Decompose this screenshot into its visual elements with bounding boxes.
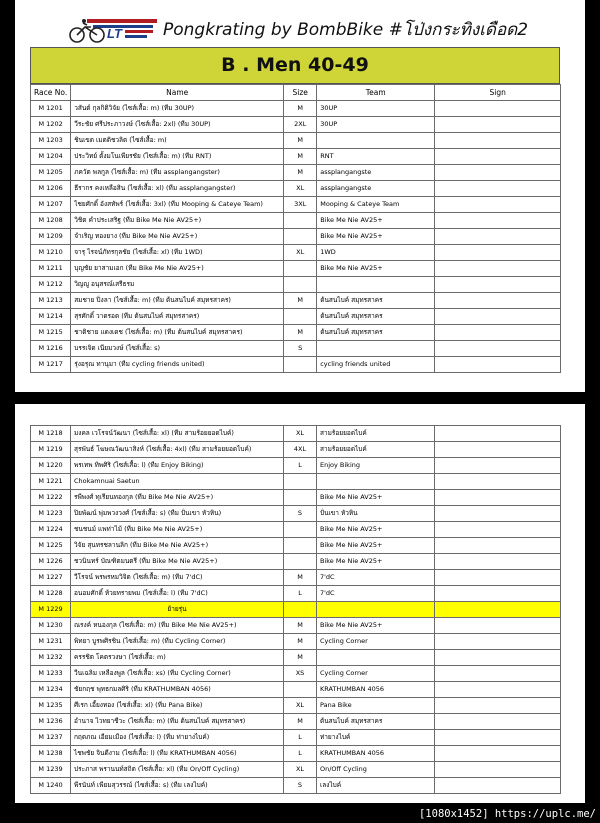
race-number-cell: M 1238: [31, 746, 71, 762]
race-number-cell: M 1206: [31, 181, 71, 197]
team-cell: Pana Bike: [317, 698, 435, 714]
sign-cell: [435, 341, 561, 357]
shirt-size-cell: XL: [284, 245, 317, 261]
rider-name-cell: ศีเรก เอี้ยงทอง (ไซส์เสื้อ: xl) (ทีม Pana Bike): [71, 698, 284, 714]
rider-name-cell: ประภาส พรานนท์สถิต (ไซส์เสื้อ: xl) (ทีม On/Off Cycling): [71, 762, 284, 778]
team-cell: 7'dC: [317, 570, 435, 586]
sign-cell: [435, 506, 561, 522]
race-number-cell: M 1210: [31, 245, 71, 261]
team-cell: assplangangste: [317, 181, 435, 197]
table-row: [31, 357, 561, 373]
race-number-cell: M 1232: [31, 650, 71, 666]
team-cell: Cycling Corner: [317, 666, 435, 682]
table-row: [31, 261, 561, 277]
sign-cell: [435, 245, 561, 261]
table-row: [31, 101, 561, 117]
shirt-size-cell: [284, 357, 317, 373]
race-number-cell: M 1211: [31, 261, 71, 277]
rider-name-cell: พีรนันท์ เพียมสุวรรณ์ (ไซส์เสื้อ: s) (ทีม เลงไบค์): [71, 778, 284, 794]
team-cell: Bike Me Nie AV25+: [317, 261, 435, 277]
shirt-size-cell: [284, 213, 317, 229]
sign-cell: [435, 778, 561, 794]
sign-cell: [435, 277, 561, 293]
table-row: [31, 554, 561, 570]
table-row: [31, 762, 561, 778]
table-row: [31, 117, 561, 133]
team-cell: [317, 277, 435, 293]
page-title: Pongkrating by BombBike #โป่งกระทิงเดือด2: [163, 20, 529, 40]
sign-cell: [435, 309, 561, 325]
shirt-size-cell: 4XL: [284, 442, 317, 458]
team-cell: Bike Me Nie AV25+: [317, 213, 435, 229]
team-cell: Bike Me Nie AV25+: [317, 522, 435, 538]
rider-name-cell: ชัยกฤช พุทธกมลศิริ (ทีม KRATHUMBAN 4056): [71, 682, 284, 698]
rider-name-cell: ชนชนม์ แพท่าไม้ (ทีม Bike Me Nie AV25+): [71, 522, 284, 538]
team-cell: RNT: [317, 149, 435, 165]
shirt-size-cell: [284, 309, 317, 325]
rider-name-cell: ชวนินทร์ บัณฑิตมนตรี (ทีม Bike Me Nie AV25+): [71, 554, 284, 570]
table-row: [31, 666, 561, 682]
category-banner: B . Men 40-49: [30, 47, 560, 84]
table-row: [31, 618, 561, 634]
shirt-size-cell: 3XL: [284, 197, 317, 213]
race-number-cell: M 1217: [31, 357, 71, 373]
race-number-cell: M 1221: [31, 474, 71, 490]
rider-name-cell: วิจัย สุนทรชลานลิก (ทีม Bike Me Nie AV25+): [71, 538, 284, 554]
table-row: [31, 325, 561, 341]
table-row: [31, 714, 561, 730]
team-cell: cycling friends united: [317, 357, 435, 373]
race-number-cell: M 1223: [31, 506, 71, 522]
team-cell: เลงไบค์: [317, 778, 435, 794]
team-cell: ปั่นเขา หัวหิน: [317, 506, 435, 522]
sign-cell: [435, 730, 561, 746]
shirt-size-cell: L: [284, 586, 317, 602]
table-row: [31, 442, 561, 458]
table-row: [31, 778, 561, 794]
rider-name-cell: อนอมศักดิ์ ห้วยทรายพม (ไซส์เสื้อ: l) (ทีม 7'dC): [71, 586, 284, 602]
shirt-size-cell: M: [284, 618, 317, 634]
shirt-size-cell: S: [284, 341, 317, 357]
shirt-size-cell: M: [284, 634, 317, 650]
sheet-page-1: [15, 0, 585, 392]
rider-name-cell: ไชพชัย จินดีงาม (ไซส์เสื้อ: l) (ทีม KRATHUMBAN 4056): [71, 746, 284, 762]
sign-cell: [435, 458, 561, 474]
shirt-size-cell: M: [284, 165, 317, 181]
svg-text:LT: LT: [107, 26, 122, 41]
table-row: [31, 293, 561, 309]
rider-name-cell: รุ่งอรุณ ทานุมา (ทีม cycling friends united): [71, 357, 284, 373]
sheet-header: [15, 12, 585, 46]
rider-name-cell: ภควัต พลกูล (ไซส์เสื้อ: m) (ทีม assplangangster): [71, 165, 284, 181]
shirt-size-cell: [284, 277, 317, 293]
rider-name-cell: มงคล เวโรจน์วัฒนา (ไซส์เสื้อ: xl) (ทีม สามร้อยยอดไบค์): [71, 426, 284, 442]
sign-cell: [435, 197, 561, 213]
sign-cell: [435, 634, 561, 650]
sign-cell: [435, 762, 561, 778]
table-header-row: [31, 85, 561, 101]
table-row: [31, 213, 561, 229]
rider-name-cell: ประวิทย์ ตั้งมโนเพียรชัย (ไซส์เสื้อ: m) (ทีม RNT): [71, 149, 284, 165]
team-cell: 1WD: [317, 245, 435, 261]
table-row: [31, 149, 561, 165]
team-cell: ต้นสนไบค์ สมุทรสาคร: [317, 325, 435, 341]
table-row: [31, 682, 561, 698]
sign-cell: [435, 554, 561, 570]
shirt-size-cell: L: [284, 746, 317, 762]
race-number-cell: M 1240: [31, 778, 71, 794]
shirt-size-cell: M: [284, 293, 317, 309]
shirt-size-cell: M: [284, 650, 317, 666]
rider-name-cell: วีนเฉลิม เหลืองพูล (ไซส์เสื้อ: xs) (ทีม Cycling Corner): [71, 666, 284, 682]
team-cell: Bike Me Nie AV25+: [317, 229, 435, 245]
sign-cell: [435, 426, 561, 442]
race-number-cell: M 1212: [31, 277, 71, 293]
header-name: Name: [71, 85, 284, 101]
team-cell: Mooping & Cateye Team: [317, 197, 435, 213]
team-cell: Bike Me Nie AV25+: [317, 618, 435, 634]
sign-cell: [435, 442, 561, 458]
table-row: [31, 570, 561, 586]
team-cell: 30UP: [317, 101, 435, 117]
rider-name-cell: จารุ ไรจน์ภัทรกุลชัย (ไซส์เสื้อ: xl) (ทีม 1WD): [71, 245, 284, 261]
table-row: [31, 277, 561, 293]
sign-cell: [435, 101, 561, 117]
watermark: [1080x1452] https://uplc.me/: [418, 808, 596, 820]
sign-cell: [435, 149, 561, 165]
header-sign: Sign: [435, 85, 561, 101]
table-row: [31, 309, 561, 325]
team-cell: [317, 133, 435, 149]
rider-name-cell: จำเริญ ทองยาง (ทีม Bike Me Nie AV25+): [71, 229, 284, 245]
entry-table-1: [30, 84, 561, 373]
table-row: [31, 506, 561, 522]
header-team: Team: [317, 85, 435, 101]
team-cell: สามร้อยยอดไบค์: [317, 426, 435, 442]
table-row: [31, 746, 561, 762]
rider-name-cell: สุรศักดิ์ วาดรอด (ทีม ต้นสนไบค์ สมุทรสาคร): [71, 309, 284, 325]
table-row: [31, 538, 561, 554]
team-cell: Cycling Corner: [317, 634, 435, 650]
sign-cell: [435, 325, 561, 341]
sign-cell: [435, 538, 561, 554]
team-cell: ต้นสนไบค์ สมุทรสาคร: [317, 714, 435, 730]
shirt-size-cell: L: [284, 458, 317, 474]
team-cell: On/Off Cycling: [317, 762, 435, 778]
shirt-size-cell: [284, 490, 317, 506]
team-cell: Bike Me Nie AV25+: [317, 490, 435, 506]
sign-cell: [435, 746, 561, 762]
team-cell: [317, 474, 435, 490]
table-row: [31, 730, 561, 746]
race-number-cell: M 1202: [31, 117, 71, 133]
sign-cell: [435, 666, 561, 682]
race-number-cell: M 1208: [31, 213, 71, 229]
team-cell: Bike Me Nie AV25+: [317, 538, 435, 554]
shirt-size-cell: [284, 602, 317, 618]
race-number-cell: M 1230: [31, 618, 71, 634]
table-row: [31, 197, 561, 213]
race-number-cell: M 1215: [31, 325, 71, 341]
shirt-size-cell: M: [284, 133, 317, 149]
sign-cell: [435, 570, 561, 586]
race-number-cell: M 1239: [31, 762, 71, 778]
shirt-size-cell: [284, 522, 317, 538]
rider-name-cell: ครรชิต โคตรวงษา (ไซส์เสื้อ: m): [71, 650, 284, 666]
race-number-cell: M 1227: [31, 570, 71, 586]
table-row: [31, 522, 561, 538]
table-row: [31, 426, 561, 442]
table-row: [31, 490, 561, 506]
sign-cell: [435, 618, 561, 634]
shirt-size-cell: S: [284, 778, 317, 794]
sign-cell: [435, 474, 561, 490]
sign-cell: [435, 181, 561, 197]
rider-name-cell: ย้ายรุ่น: [71, 602, 284, 618]
race-number-cell: M 1213: [31, 293, 71, 309]
race-number-cell: M 1218: [31, 426, 71, 442]
rider-name-cell: ชินเขต เมตติชวลิต (ไซส์เสื้อ: m): [71, 133, 284, 149]
shirt-size-cell: XL: [284, 426, 317, 442]
race-number-cell: M 1228: [31, 586, 71, 602]
race-number-cell: M 1226: [31, 554, 71, 570]
table-row: [31, 245, 561, 261]
rider-name-cell: พิทยา บูรพศิรชิน (ไซส์เสื้อ: m) (ทีม Cycling Corner): [71, 634, 284, 650]
table-row: [31, 229, 561, 245]
sign-cell: [435, 602, 561, 618]
race-number-cell: M 1220: [31, 458, 71, 474]
race-number-cell: M 1214: [31, 309, 71, 325]
rider-name-cell: บุญชัย ยาสามเอก (ทีม Bike Me Nie AV25+): [71, 261, 284, 277]
shirt-size-cell: M: [284, 714, 317, 730]
table-row: [31, 698, 561, 714]
table-row: [31, 602, 561, 618]
rider-name-cell: วสันต์ กุลกิติวิจัย (ไซส์เสื้อ: m) (ทีม 30UP): [71, 101, 284, 117]
shirt-size-cell: XS: [284, 666, 317, 682]
shirt-size-cell: S: [284, 506, 317, 522]
table-row: [31, 133, 561, 149]
sign-cell: [435, 293, 561, 309]
shirt-size-cell: [284, 554, 317, 570]
sign-cell: [435, 650, 561, 666]
team-cell: KRATHUMBAN 4056: [317, 682, 435, 698]
table-row: [31, 586, 561, 602]
shirt-size-cell: L: [284, 730, 317, 746]
table-row: [31, 341, 561, 357]
shirt-size-cell: [284, 229, 317, 245]
rider-name-cell: กฤตภณ เอียมเมือง (ไซส์เสื้อ: l) (ทีม ท่ายางไบค์): [71, 730, 284, 746]
sign-cell: [435, 682, 561, 698]
race-number-cell: M 1235: [31, 698, 71, 714]
race-number-cell: M 1222: [31, 490, 71, 506]
sign-cell: [435, 357, 561, 373]
race-number-cell: M 1201: [31, 101, 71, 117]
rider-name-cell: สุรพันธ์ โฆษณวัฒนาสิงห์ (ไซส์เสื้อ: 4xl) (ทีม สามร้อยยอดไบค์): [71, 442, 284, 458]
race-number-cell: M 1205: [31, 165, 71, 181]
rider-name-cell: รพีพงศ์ ทุเรียนทองกุล (ทีม Bike Me Nie AV25+): [71, 490, 284, 506]
table-row: [31, 181, 561, 197]
race-number-cell: M 1209: [31, 229, 71, 245]
shirt-size-cell: M: [284, 325, 317, 341]
shirt-size-cell: XL: [284, 181, 317, 197]
team-cell: [317, 602, 435, 618]
rider-name-cell: วีโรจน์ พรพรหมวิจิต (ไซส์เสื้อ: m) (ทีม 7'dC): [71, 570, 284, 586]
table-row: [31, 650, 561, 666]
shirt-size-cell: XL: [284, 762, 317, 778]
rider-name-cell: ณรงค์ หนองกุล (ไซส์เสื้อ: m) (ทีม Bike Me Nie AV25+): [71, 618, 284, 634]
rider-name-cell: พรเทพ ทิพศิริ (ไซส์เสื้อ: l) (ทีม Enjoy Biking): [71, 458, 284, 474]
rider-name-cell: วีระชัย ศรีประภาวงษ์ (ไซส์เสื้อ: 2xl) (ทีม 30UP): [71, 117, 284, 133]
race-number-cell: M 1216: [31, 341, 71, 357]
race-number-cell: M 1219: [31, 442, 71, 458]
rider-name-cell: บรรเจิด เนียมวงษ์ (ไซส์เสื้อ: s): [71, 341, 284, 357]
sign-cell: [435, 133, 561, 149]
rider-name-cell: อำนาจ ไวทยาชีวะ (ไซส์เสื้อ: m) (ทีม ต้นสนไบค์ สมุทรสาคร): [71, 714, 284, 730]
shirt-size-cell: 2XL: [284, 117, 317, 133]
team-cell: Enjoy Biking: [317, 458, 435, 474]
rider-name-cell: วิญญู อนุสรณ์เสรีธรม: [71, 277, 284, 293]
shirt-size-cell: M: [284, 101, 317, 117]
team-cell: ท่ายางไบค์: [317, 730, 435, 746]
team-cell: [317, 650, 435, 666]
sheet-page-2: [15, 404, 585, 803]
sign-cell: [435, 698, 561, 714]
race-number-cell: M 1203: [31, 133, 71, 149]
shirt-size-cell: [284, 538, 317, 554]
team-cell: ต้นสนไบค์ สมุทรสาคร: [317, 293, 435, 309]
shirt-size-cell: XL: [284, 698, 317, 714]
team-cell: [317, 341, 435, 357]
team-cell: KRATHUMBAN 4056: [317, 746, 435, 762]
shirt-size-cell: [284, 474, 317, 490]
sign-cell: [435, 522, 561, 538]
shirt-size-cell: M: [284, 570, 317, 586]
shirt-size-cell: [284, 682, 317, 698]
team-cell: สามร้อยยอดไบค์: [317, 442, 435, 458]
sign-cell: [435, 213, 561, 229]
header-size: Size: [284, 85, 317, 101]
header-race-no: Race No.: [31, 85, 71, 101]
table-row: [31, 458, 561, 474]
table-row: [31, 474, 561, 490]
sign-cell: [435, 586, 561, 602]
table-row: [31, 634, 561, 650]
race-number-cell: M 1236: [31, 714, 71, 730]
sign-cell: [435, 229, 561, 245]
cyclist-logo-icon: [67, 16, 159, 44]
team-cell: 30UP: [317, 117, 435, 133]
team-cell: Bike Me Nie AV25+: [317, 554, 435, 570]
race-number-cell: M 1204: [31, 149, 71, 165]
race-number-cell: M 1237: [31, 730, 71, 746]
race-number-cell: M 1225: [31, 538, 71, 554]
rider-name-cell: ชาติชาย แดงเดช (ไซส์เสื้อ: m) (ทีม ต้นสนไบค์ สมุทรสาคร): [71, 325, 284, 341]
team-cell: ต้นสนไบค์ สมุทรสาคร: [317, 309, 435, 325]
table-row: [31, 165, 561, 181]
rider-name-cell: ธีรากร คงเหลือสิน (ไซส์เสื้อ: xl) (ทีม assplangangster): [71, 181, 284, 197]
sign-cell: [435, 165, 561, 181]
rider-name-cell: วิชิต คำประเสริฐ (ทีม Bike Me Nie AV25+): [71, 213, 284, 229]
race-number-cell: M 1234: [31, 682, 71, 698]
shirt-size-cell: [284, 261, 317, 277]
rider-name-cell: Chokamnuai Saetun: [71, 474, 284, 490]
rider-name-cell: สมชาย ปิ่งลา (ไซส์เสื้อ: m) (ทีม ต้นสนไบค์ สมุทรสาคร): [71, 293, 284, 309]
rider-name-cell: ปิยพัฒน์ พุ่มพวงวงศ์ (ไซส์เสื้อ: s) (ทีม ปั่นเขา หัวหิน): [71, 506, 284, 522]
entry-table-2: [30, 425, 561, 794]
sign-cell: [435, 490, 561, 506]
race-number-cell: M 1233: [31, 666, 71, 682]
sign-cell: [435, 117, 561, 133]
sign-cell: [435, 261, 561, 277]
race-number-cell: M 1229: [31, 602, 71, 618]
race-number-cell: M 1231: [31, 634, 71, 650]
team-cell: 7'dC: [317, 586, 435, 602]
race-number-cell: M 1207: [31, 197, 71, 213]
rider-name-cell: ไชยศักดิ์ อังสทัพร์ (ไซส์เสื้อ: 3xl) (ทีม Mooping & Cateye Team): [71, 197, 284, 213]
sign-cell: [435, 714, 561, 730]
race-number-cell: M 1224: [31, 522, 71, 538]
team-cell: assplangangste: [317, 165, 435, 181]
shirt-size-cell: M: [284, 149, 317, 165]
